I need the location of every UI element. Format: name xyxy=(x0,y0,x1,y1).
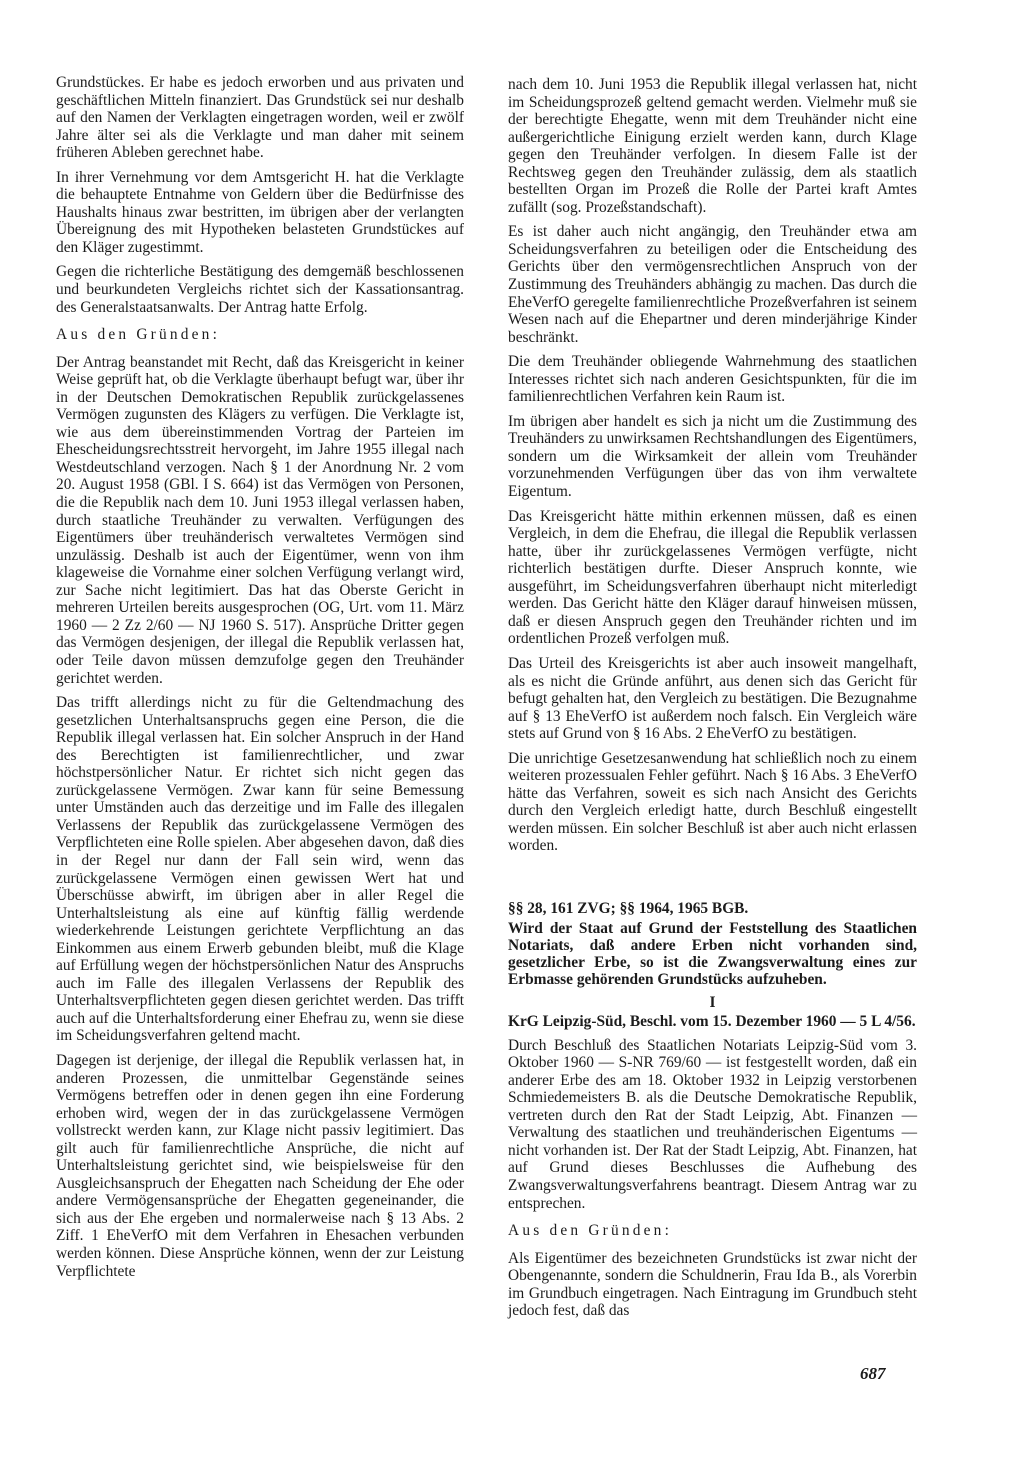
paragraph: Das Kreisgericht hätte mithin erkennen müssen, daß es einen Vergleich, in dem die Ehefrau, die illegal die Republik verlassen hatte, über ihr zurückgelassenes Vermögen verfügte, nicht richterlich bestätigen durfte. Dieser Anspruch konnte, wie ausgeführt, im Scheidungsverfahren überhaupt nicht miterledigt werden. Das Gericht hätte den Kläger darauf hinweisen müssen, daß er diesen Anspruch gegen den Treuhänder richten und im ordentlichen Prozeß verfolgen muß. xyxy=(508,507,917,648)
paragraph: Die unrichtige Gesetzesanwendung hat schließlich noch zu einem weiteren prozessualen Fehler geführt. Nach § 16 Abs. 3 EheVerfO hätte das Verfahren, soweit es sich nach Ansicht des Gerichts durch den Vergleich erledigt hatte, durch Beschluß eingestellt werden müssen. Ein solcher Beschluß ist aber auch nicht erlassen worden. xyxy=(508,749,917,855)
roman-numeral: I xyxy=(709,993,716,1011)
paragraph: Grundstückes. Er habe es jedoch erworben und aus privaten und geschäftlichen Mitteln finanziert. Das Grundstück sei nur deshalb auf den Namen der Verklagten eingetragen worden, weil er zwölf Jahre älter sei als die Verklagte und man daher mit seinem früheren Ableben gerechnet habe. xyxy=(56,74,464,162)
section-heading: Aus den Gründen: xyxy=(508,1222,673,1240)
paragraph: Im übrigen aber handelt es sich ja nicht um die Zustimmung des Treuhänders zu unwirksamen Rechtshandlungen des Eigentümers, sondern um die Wirksamkeit der allein vom Treuhänder vorzunehmenden Verfügungen über das von ihm verwaltete Eigentum. xyxy=(508,412,917,501)
paragraph: Der Antrag beanstandet mit Recht, daß das Kreisgericht in keiner Weise geprüft hat, ob die Verklagte überhaupt befugt war, über ihr in der Deutschen Demokratischen Republik zurückgelassenes Vermögen zugunsten des Klägers zu verfügen. Die Verklagte ist, wie aus dem übereinstimmenden Vortrag der Parteien im Ehescheidungsrechtsstreit hervorgeht, im Jahre 1955 illegal nach Westdeutschland verzogen. Nach § 1 der Anordnung Nr. 2 vom 20. August 1958 (GBl. I S. 664) ist das Vermögen von Personen, die die Republik nach dem 10. Juni 1953 illegal verlassen haben, durch staatliche Treuhänder zu verwalten. Verfügungen des Eigentümers über treuhänderisch verwaltetes Vermögen sind unzulässig. Deshalb ist auch der Eigentümer, wenn von ihm klageweise die Vornahme einer solchen Verfügung verlangt wird, zur Sache nicht legitimiert. Das hat das Oberste Gericht in mehreren Urteilen bereits ausgesprochen (OG, Urt. vom 11. März 1960 — 2 Zz 2/60 — NJ 1960 S. 517). Ansprüche Dritter gegen das Vermögen desjenigen, der illegal die Republik verlassen hat, oder Teile davon müssen demzufolge gegen den Treuhänder gerichtet werden. xyxy=(56,353,464,687)
paragraph: Gegen die richterliche Bestätigung des demgemäß beschlossenen und beurkundeten Vergleichs richtet sich der Kassationsantrag. des Generalstaatsanwalts. Der Antrag hatte Erfolg. xyxy=(56,263,464,316)
paragraph: nach dem 10. Juni 1953 die Republik illegal verlassen hat, nicht im Scheidungsprozeß geltend gemacht werden. Vielmehr muß sie der berechtigte Ehegatte, wenn mit dem Treuhänder nicht eine außergerichtliche Einigung erzielt werden kann, durch Klage gegen den Treuhänder verfolgen. In diesem Falle ist der Rechtsweg gegen den Treuhänder zulässig, dem als staatlich bestellten Organ im Prozeß die Rolle der Partei kraft Amtes zufällt (sog. Prozeßstandschaft). xyxy=(508,76,917,216)
paragraph: Durch Beschluß des Staatlichen Notariats Leipzig-Süd vom 3. Oktober 1960 — S-NR 769/60 — ist festgestellt worden, daß ein anderer Erbe des am 18. Oktober 1932 in Leipzig verstorbenen Schmiedemeisters B. als die Deutsche Demokratische Republik, vertreten durch den Rat der Stadt Leipzig, Abt. Finanzen — Verwaltung des staatlichen und treuhänderischen Eigentums — nicht vorhanden ist. Der Rat der Stadt Leipzig, Abt. Finanzen, hat auf Grund dieses Beschlusses die Aufhebung des Zwangsverwaltungsverfahrens beantragt. Diesem Antrag war zu entsprechen. xyxy=(508,1036,917,1212)
paragraph: Dagegen ist derjenige, der illegal die Republik verlassen hat, in anderen Prozessen, die unmittelbar Gegenstände seines Vermögens betreffen oder in denen gegen ihn eine Forderung erhoben wird, wegen der in das zurückgelassene Vermögen vollstreckt werden kann, zur Klage nicht passiv legitimiert. Das gilt auch für familienrechtliche Ansprüche, die nicht auf Unterhaltsleistung gerichtet sind, wie beispielsweise für den Ausgleichsanspruch der Ehegatten nach Scheidung der Ehe oder andere Vermögensansprüche der Ehegatten gegeneinander, die sich aus der Ehe ergeben und normalerweise nach § 13 Abs. 2 Ziff. 1 EheVerfO mit dem Verfahren in Ehesachen verbunden werden können. Diese Ansprüche können, wenn der zur Leistung Verpflichtete xyxy=(56,1051,464,1280)
left-column xyxy=(56,74,464,1280)
paragraph: Die dem Treuhänder obliegende Wahrnehmung des staatlichen Interesses richtet sich nach anderen Gesichtspunkten, für die im familienrechtlichen Verfahren kein Raum ist. xyxy=(508,353,917,406)
paragraph: Das Urteil des Kreisgerichts ist aber auch insoweit mangelhaft, als es nicht die Gründe anführt, aus denen sich das Gericht für befugt gehalten hat, den Vergleich zu bestätigen. Die Bezugnahme auf § 13 EheVerfO ist außerdem noch falsch. Ein Vergleich wäre stets auf Grund von § 16 Abs. 2 EheVerfO zu bestätigen. xyxy=(508,654,917,743)
legal-citation: §§ 28, 161 ZVG; §§ 1964, 1965 BGB. xyxy=(508,899,749,917)
right-column xyxy=(508,76,917,1320)
paragraph: Das trifft allerdings nicht zu für die Geltendmachung des gesetzlichen Unterhaltsanspruchs gegen eine Person, die die Republik illegal verlassen hat. Ein solcher Anspruch in der Hand des Berechtigten ist familienrechtlicher, und zwar höchstpersönlicher Natur. Er richtet sich nicht gegen das zurückgelassene Vermögen. Zwar kann für seine Bemessung unter Umständen auch das derzeitige und im Falle des illegalen Verlassens der Republik das zurückgelassene Vermögen des Verpflichteten eine Rolle spielen. Aber abgesehen davon, daß dies in der Regel nur dann der Fall sein wird, wenn das zurückgelassene Vermögen einen gewissen Wert hat und Überschüsse abwirft, im übrigen aber in aller Regel die Unterhaltsleistung als eine auf künftig fällig werdende wiederkehrende Leistungen gerichtete Verpflichtung an das Einkommen aus einem Erwerb gebunden bleibt, muß die Klage auf Erfüllung wegen der höchstpersönlichen Natur des Anspruchs auch im Falle des illegalen Verlassens der Republik des Unterhaltsverpflichteten gegen diesen gerichtet werden. Das trifft auch auf die Unterhaltsforderung einer Ehefrau zu, wenn sie diese im Scheidungsverfahren geltend macht. xyxy=(56,694,464,1045)
paragraph: In ihrer Vernehmung vor dem Amtsgericht H. hat die Verklagte die behauptete Entnahme von Geldern über die Bedürfnisse des Haushalts hinaus zwar bestritten, im übrigen aber der verlangten Übereignung des mit Hypotheken belasteten Grundstückes auf den Kläger zugestimmt. xyxy=(56,168,464,256)
page-number: 687 xyxy=(860,1364,886,1383)
spacer xyxy=(508,862,917,900)
section-heading: Aus den Gründen: xyxy=(56,326,221,344)
court-reference: KrG Leipzig-Süd, Beschl. vom 15. Dezember 1960 — 5 L 4/56. xyxy=(508,1013,916,1031)
paragraph: Es ist daher auch nicht angängig, den Treuhänder etwa am Scheidungsverfahren zu beteiligen oder die Entscheidung des Gerichts über den vermögensrechtlichen Anspruch von der Zustimmung des Treuhänders abhängig zu machen. Das durch die EheVerfO geregelte familienrechtliche Prozeßverfahren ist seinem Wesen nach auf die Ehepartner und deren minderjährige Kinder beschränkt. xyxy=(508,223,917,346)
headnote: Wird der Staat auf Grund der Feststellung des Staatlichen Notariats, daß andere Erben nicht vorhanden sind, gesetzlicher Erbe, so ist die Zwangsverwaltung eines zur Erbmasse gehörenden Grundstücks aufzuheben. xyxy=(508,919,917,988)
paragraph: Als Eigentümer des bezeichneten Grundstücks ist zwar nicht der Obengenannte, sondern die Schuldnerin, Frau Ida B., als Vorerbin im Grundbuch eingetragen. Nach Eintragung im Grundbuch steht jedoch fest, daß das xyxy=(508,1249,917,1320)
